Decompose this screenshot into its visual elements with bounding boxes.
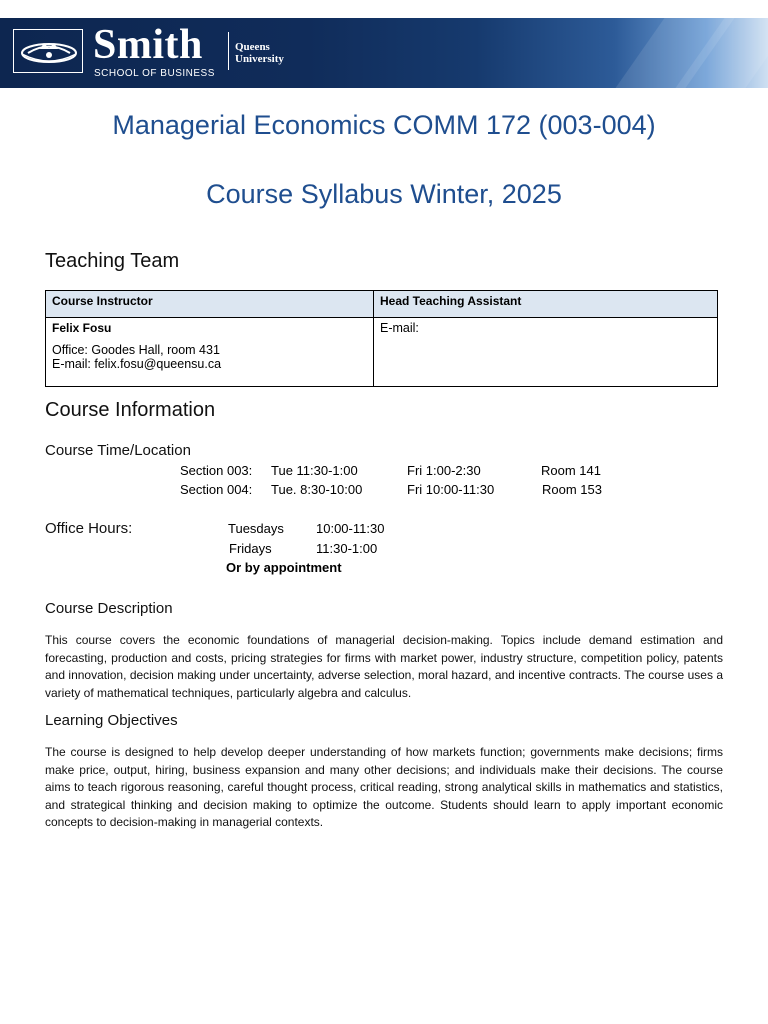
instructor-column-header: Course Instructor [46,291,374,318]
ta-email: E-mail: [380,321,419,335]
course-description-text: This course covers the economic foundations of managerial decision-making. Topics include demand estimation and forecasting, production and costs, pricing strategies for firms with market power, industry structure, competition policy, patents and innovation, decision making under uncertainty, adverse selection, moral hazard, and incentive contracts. The course uses a variety of mathematical techniques, particularly algebra and calculus. [45,633,723,700]
office-hours-day: Fridays [229,541,272,556]
ta-cell [374,318,718,387]
brand-divider [228,32,229,70]
office-hours-heading: Office Hours: [45,520,133,537]
crown-emblem-icon [13,29,83,73]
teaching-team-heading: Teaching Team [45,250,180,272]
office-hours-time: 11:30-1:00 [316,541,378,556]
learning-objectives-text: The course is designed to help develop deeper understanding of how markets function; governments make decisions; firms make price, output, hiring, business expansion and many other decisions; and individuals make their decisions. The course aims to teach rigorous reasoning, careful thought process, critical reading, strong analytical skills in mathematics and statistics, and strategical thinking and decision making to optimize the outcome. Students should learn to apply important economic concepts to decision-making in managerial contexts. [45,745,723,829]
instructor-email: E-mail: felix.fosu@queensu.ca [52,357,222,371]
teaching-team-table [45,290,718,387]
university-line-1: Queens [235,41,270,53]
instructor-cell [46,318,374,387]
section-room: Room 153 [542,482,602,497]
brand-name: Smith [93,22,203,68]
time-location-heading: Course Time/Location [45,442,191,459]
ta-column-header: Head Teaching Assistant [374,291,718,318]
university-name [235,41,284,65]
instructor-office: Office: Goodes Hall, room 431 [52,343,220,357]
course-description-heading: Course Description [45,600,173,617]
header-banner [0,18,768,88]
office-hours-day: Tuesdays [228,521,284,536]
section-label: Section 003: [180,463,253,478]
course-title: Managerial Economics COMM 172 (003-004) [112,110,656,140]
learning-objectives-heading: Learning Objectives [45,712,178,729]
office-hours-note: Or by appointment [226,560,342,575]
section-label: Section 004: [180,482,253,497]
section-time-2: Fri 10:00-11:30 [407,482,495,497]
brand-subtitle: SCHOOL OF BUSINESS [94,68,215,79]
section-room: Room 141 [541,463,601,478]
section-time-1: Tue. 8:30-10:00 [271,482,363,497]
syllabus-title: Course Syllabus Winter, 2025 [206,179,562,209]
section-time-2: Fri 1:00-2:30 [407,463,481,478]
instructor-name: Felix Fosu [52,321,112,335]
section-time-1: Tue 11:30-1:00 [271,463,358,478]
office-hours-time: 10:00-11:30 [316,521,385,536]
course-information-heading: Course Information [45,399,216,421]
university-line-2: University [235,53,284,65]
